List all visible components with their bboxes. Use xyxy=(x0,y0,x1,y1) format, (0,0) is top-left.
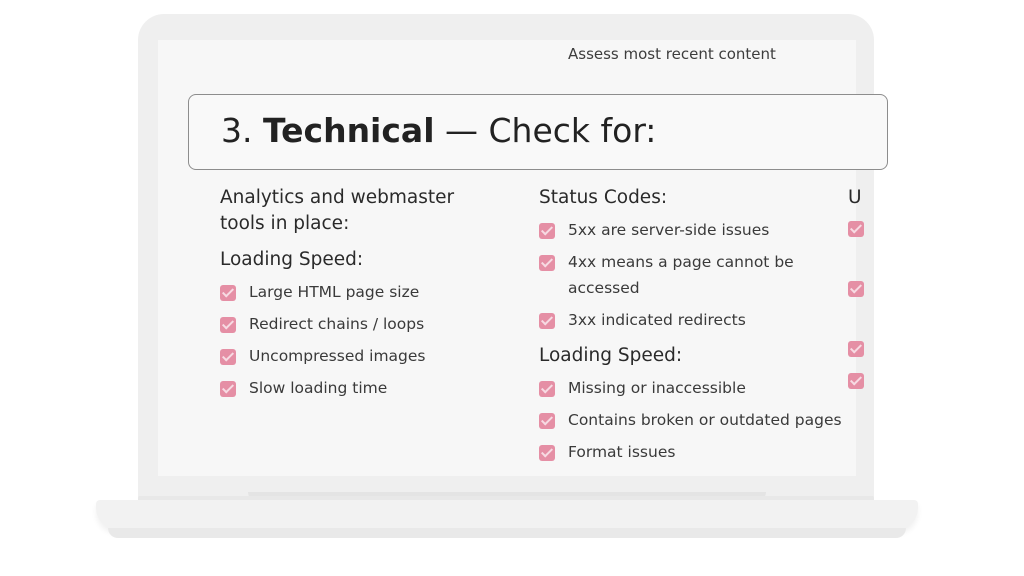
heading-analytics: Analytics and webmaster tools in place: xyxy=(220,187,455,234)
item-label: Redirect chains / loops xyxy=(249,315,425,333)
heading-cutoff: U xyxy=(848,187,862,208)
checkbox-checked-icon[interactable] xyxy=(848,281,864,297)
checkbox-checked-icon[interactable] xyxy=(848,221,864,237)
list-item xyxy=(220,311,520,337)
list-item xyxy=(539,249,808,301)
item-label: Uncompressed images xyxy=(249,347,426,365)
item-label: 3xx indicated redirects xyxy=(568,311,746,329)
item-label: 4xx means a page cannot be accessed xyxy=(568,253,794,297)
title-number: 3. xyxy=(221,111,253,150)
list-item xyxy=(539,375,869,401)
list-item xyxy=(539,307,869,333)
item-label: Format issues xyxy=(568,443,676,461)
checkbox-checked-icon[interactable] xyxy=(848,341,864,357)
checkbox-checked-icon[interactable] xyxy=(539,223,555,239)
checkbox-checked-icon[interactable] xyxy=(848,373,864,389)
column-status-codes xyxy=(539,185,869,465)
list-item xyxy=(220,279,520,305)
header-note: Assess most recent content xyxy=(568,45,776,63)
column-cutoff xyxy=(848,185,888,211)
column-analytics xyxy=(220,185,520,401)
title-rest: — Check for: xyxy=(445,111,657,150)
checkbox-checked-icon[interactable] xyxy=(220,349,236,365)
laptop-base xyxy=(96,500,918,530)
item-label: Large HTML page size xyxy=(249,283,420,301)
checkbox-checked-icon[interactable] xyxy=(539,255,555,271)
checkbox-checked-icon[interactable] xyxy=(220,317,236,333)
laptop-base-bottom xyxy=(108,528,906,538)
checkbox-checked-icon[interactable] xyxy=(220,285,236,301)
laptop-screen xyxy=(158,40,862,476)
heading-loading-speed-2: Loading Speed: xyxy=(539,345,683,366)
item-label: Contains broken or outdated pages xyxy=(568,411,842,429)
section-title xyxy=(221,111,656,150)
checkbox-checked-icon[interactable] xyxy=(539,413,555,429)
checkbox-checked-icon[interactable] xyxy=(220,381,236,397)
checkbox-checked-icon[interactable] xyxy=(539,381,555,397)
list-item xyxy=(539,439,869,465)
item-label: Missing or inaccessible xyxy=(568,379,746,397)
list-item xyxy=(539,407,869,433)
heading-loading-speed: Loading Speed: xyxy=(220,249,364,270)
item-label: Slow loading time xyxy=(249,379,388,397)
section-title-box xyxy=(188,94,888,170)
item-label: 5xx are server-side issues xyxy=(568,221,770,239)
heading-status-codes: Status Codes: xyxy=(539,187,668,208)
list-item xyxy=(539,217,869,243)
list-item xyxy=(220,343,520,369)
list-item xyxy=(220,375,520,401)
checkbox-checked-icon[interactable] xyxy=(539,445,555,461)
checkbox-checked-icon[interactable] xyxy=(539,313,555,329)
title-bold: Technical xyxy=(263,111,435,150)
